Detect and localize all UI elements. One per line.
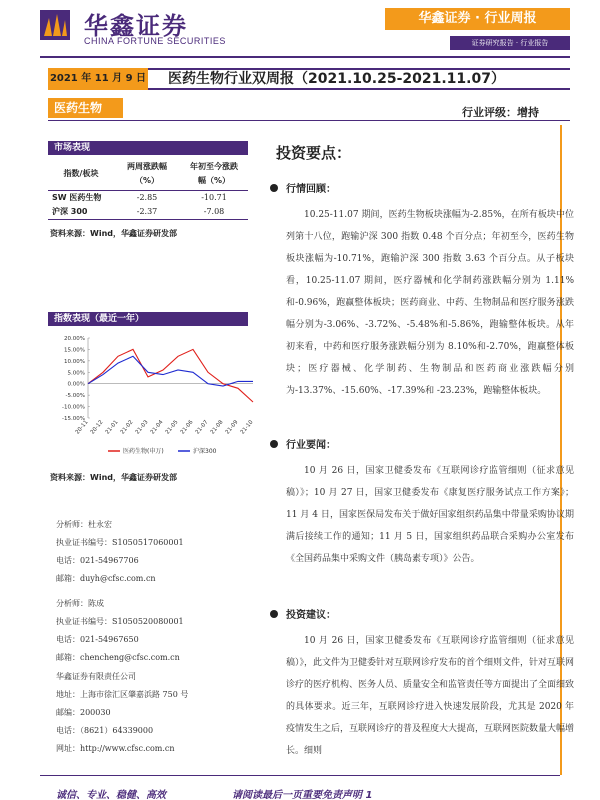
report-title: 医药生物行业双周报（2021.10.25-2021.11.07） — [168, 71, 505, 87]
y-tick-label: -10.00% — [62, 404, 85, 411]
rating-rule — [48, 120, 570, 121]
legend-label: 医药生物(申万) — [123, 448, 164, 455]
analyst-email[interactable]: 邮箱：duyh@cfsc.com.cn — [56, 574, 156, 583]
news-heading: 行业要闻： — [270, 436, 336, 451]
review-heading: 行情回顾： — [270, 180, 336, 195]
y-tick-label: 15.00% — [64, 347, 85, 354]
sector-tag: 医药生物 — [48, 98, 123, 118]
row-two-week: -2.85 — [136, 193, 158, 202]
advice-paragraph: 10 月 26 日，国家卫健委发布《互联网诊疗监管细则（征求意见稿）》，此文件为卫健委针对互联网诊疗发布的首个细则文件，针对互联网诊疗的医疗机构、医务人员、质量安全和监管责任等方面提出了全面细致的具体要求。近三年，互联网诊疗进入快速发展阶段，尤其是 2020 年疫情发生之后，互联网诊疗的普及程度大大提高，互联网医院数量大幅增长。细则 — [286, 636, 574, 756]
investment-title: 投资要点： — [276, 144, 352, 162]
x-tick-label: 21-09 — [224, 419, 240, 436]
company-block — [56, 668, 188, 758]
company-address: 地址：上海市徐汇区肇嘉浜路 750 号 — [56, 690, 189, 699]
market-table-header — [48, 158, 248, 191]
x-tick-label: 21-06 — [179, 419, 195, 436]
x-tick-label: 20-12 — [89, 419, 105, 436]
y-tick-label: -15.00% — [62, 416, 85, 422]
index-line-chart — [48, 330, 258, 460]
x-tick-label: 21-01 — [104, 419, 120, 436]
company-name: 华鑫证券有限责任公司 — [56, 672, 136, 681]
chart-source: 资料来源：Wind，华鑫证券研发部 — [50, 473, 177, 482]
review-paragraph: 10.25-11.07 期间，医药生物板块涨幅为-2.85%，在所有板块中位列第十八位，跑输沪深 300 指数 0.48 个百分点；年初至今，医药生物板块涨幅为-10.71%，跑输沪深 300 指数 3.63 个百分点。从子板块看，10.25-11.07 期间，医疗器械和化学制药涨跌幅分别为 1.11%和-0.96%，跑赢整体板块；医药商业、中药、生物制品和医疗服务涨跌幅分别为-3.06%、-3.72%、-5.48%和-5.86%，跑输整体板块。从年初来看，中药和医疗服务涨跌幅分别为 8.10%和-2.70%，跑赢整体板块；医疗器械、化学制药、生物制品和医药商业涨跌幅分别为-13.37%、-15.60%、-17.39%和 -23.23%，跑输整体板块。 — [286, 210, 574, 396]
company-zip: 邮编：200030 — [56, 708, 111, 717]
x-tick-label: 21-05 — [164, 419, 180, 436]
col-header-ytd: 年初至今涨跌 幅（%） — [190, 162, 238, 185]
market-section-title: 市场表现 — [48, 141, 248, 155]
row-ytd: -7.08 — [203, 207, 225, 216]
analyst-block-1 — [56, 516, 184, 588]
x-tick-label: 21-07 — [194, 419, 210, 436]
analyst-name: 分析师：杜永宏 — [56, 520, 112, 529]
col-header-index: 指数/板块 — [63, 169, 99, 178]
logo-mark-icon — [40, 10, 70, 40]
row-ytd: -10.71 — [201, 193, 227, 202]
header-rule — [40, 56, 570, 58]
logo-cn: 华鑫证券 — [84, 12, 188, 40]
news-paragraph: 10 月 26 日，国家卫健委发布《互联网诊疗监管细则（征求意见稿）》；10 月 27 日，国家卫健委发布《康复医疗服务试点工作方案》；11 月 4 日，国家医保局发布关于做好国家组织药品集中带量采购协议期满后接续工作的通知；11 月 5 日，国家组织药品联合采购办公室发布《全国药品集中采购文件（胰岛素专项）》公告。 — [286, 466, 574, 564]
row-name: SW 医药生物 — [52, 193, 102, 202]
bullet-icon — [270, 610, 278, 618]
x-tick-label: 21-04 — [149, 419, 165, 436]
company-web[interactable]: 网址：http://www.cfsc.com.cn — [56, 744, 175, 753]
x-tick-label: 20-11 — [74, 419, 90, 436]
footer-motto: 诚信、专业、稳健、高效 — [56, 790, 166, 800]
legend-label: 沪深300 — [193, 448, 217, 455]
x-tick-label: 21-08 — [209, 419, 225, 436]
x-tick-label: 21-10 — [239, 419, 255, 436]
logo-en: CHINA FORTUNE SECURITIES — [84, 36, 226, 46]
y-tick-label: 20.00% — [64, 336, 85, 342]
industry-rating: 行业评级：增持 — [462, 106, 539, 119]
report-date: 2021 年 11 月 9 日 — [48, 68, 148, 90]
y-tick-label: 10.00% — [64, 358, 85, 365]
col-header-two-week: 两周涨跌幅 （%） — [127, 162, 167, 185]
table-row — [48, 191, 248, 206]
y-tick-label: 0.00% — [67, 381, 85, 388]
company-tel: 电话：（8621）64339000 — [56, 726, 154, 735]
series-line — [88, 349, 253, 402]
footer-disclaimer: 请阅读最后一页重要免责声明 1 — [232, 790, 373, 800]
analyst-block-2 — [56, 595, 184, 667]
market-source: 资料来源：Wind，华鑫证券研发部 — [50, 229, 177, 238]
analyst-license: 执业证书编号：S1050517060001 — [56, 538, 184, 547]
advice-heading: 投资建议： — [270, 606, 336, 621]
series-line — [88, 356, 253, 386]
bullet-icon — [270, 440, 278, 448]
chart-section-title: 指数表现（最近一年） — [48, 312, 248, 326]
y-tick-label: 5.00% — [67, 370, 85, 377]
analyst-phone: 电话：021-54967706 — [56, 556, 139, 565]
analyst-email[interactable]: 邮箱：chencheng@cfsc.com.cn — [56, 653, 180, 662]
analyst-name: 分析师：陈成 — [56, 599, 104, 608]
x-tick-label: 21-03 — [134, 419, 150, 436]
footer-rule — [40, 775, 560, 776]
header-banner: 华鑫证券 · 行业周报 — [385, 8, 570, 30]
y-tick-label: -5.00% — [65, 393, 85, 400]
market-table — [48, 158, 248, 220]
bullet-icon — [270, 184, 278, 192]
table-row — [48, 205, 248, 220]
analyst-phone: 电话：021-54967650 — [56, 635, 139, 644]
analyst-license: 执业证书编号：S1050520080001 — [56, 617, 184, 626]
x-tick-label: 21-02 — [119, 419, 135, 436]
row-two-week: -2.37 — [136, 207, 158, 216]
row-name: 沪深 300 — [52, 207, 88, 216]
header-sub-banner: 证券研究报告 · 行业报告 — [450, 36, 570, 50]
